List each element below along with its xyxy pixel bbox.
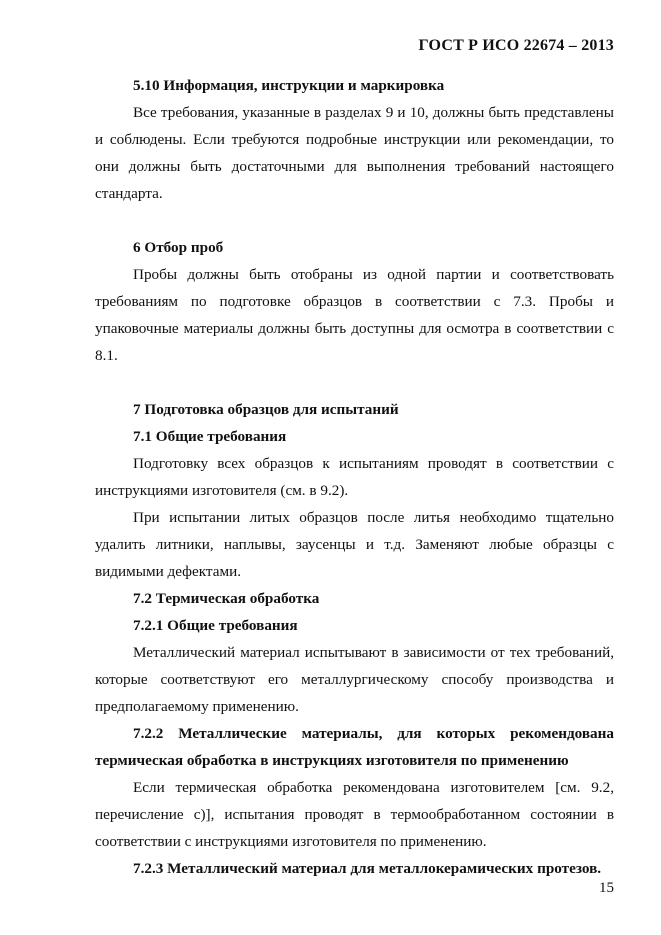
heading-5-10: 5.10 Информация, инструкции и маркировка bbox=[133, 77, 445, 94]
document-code: ГОСТ Р ИСО 22674 – 2013 bbox=[418, 37, 614, 54]
page-content bbox=[95, 72, 614, 882]
heading-7-2-3: 7.2.3 Металлический материал для металлокерамических протезов. bbox=[133, 860, 602, 877]
heading-6: 6 Отбор проб bbox=[133, 239, 224, 256]
paragraph-7-1-b: При испытании литых образцов после литья необходимо тщательно удалить литники, наплывы, заусенцы и т.д. Заменяют любые образцы с видимыми дефектами. bbox=[95, 509, 614, 580]
heading-7-2-2: 7.2.2 Металлические материалы, для которых рекомендована термическая обработка в инструкциях изготовителя по применению bbox=[95, 725, 614, 769]
heading-7-1: 7.1 Общие требования bbox=[133, 428, 287, 445]
paragraph-7-1-a: Подготовку всех образцов к испытаниям проводят в соответствии с инструкциями изготовителя (см. в 9.2). bbox=[95, 455, 614, 499]
paragraph-5-10: Все требования, указанные в разделах 9 и 10, должны быть представлены и соблюдены. Если требуются подробные инструкции или рекомендации, то они должны быть достаточными для выполнения требований настоящего стандарта. bbox=[95, 104, 614, 202]
heading-7-2-1: 7.2.1 Общие требования bbox=[133, 617, 298, 634]
paragraph-7-2-2: Если термическая обработка рекомендована изготовителем [см. 9.2, перечисление с)], испытания проводят в термообработанном состоянии в соответствии с инструкциями изготовителя по применению. bbox=[95, 779, 614, 850]
paragraph-6: Пробы должны быть отобраны из одной партии и соответствовать требованиям по подготовке образцов в соответствии с 7.3. Пробы и упаковочные материалы должны быть доступны для осмотра в соответствии с 8.1. bbox=[95, 266, 614, 364]
page-number: 15 bbox=[599, 880, 614, 896]
heading-7-2: 7.2 Термическая обработка bbox=[133, 590, 320, 607]
heading-7: 7 Подготовка образцов для испытаний bbox=[133, 401, 399, 418]
paragraph-7-2-1: Металлический материал испытывают в зависимости от тех требований, которые соответствуют его металлургическому способу производства и предполагаемому применению. bbox=[95, 644, 614, 715]
